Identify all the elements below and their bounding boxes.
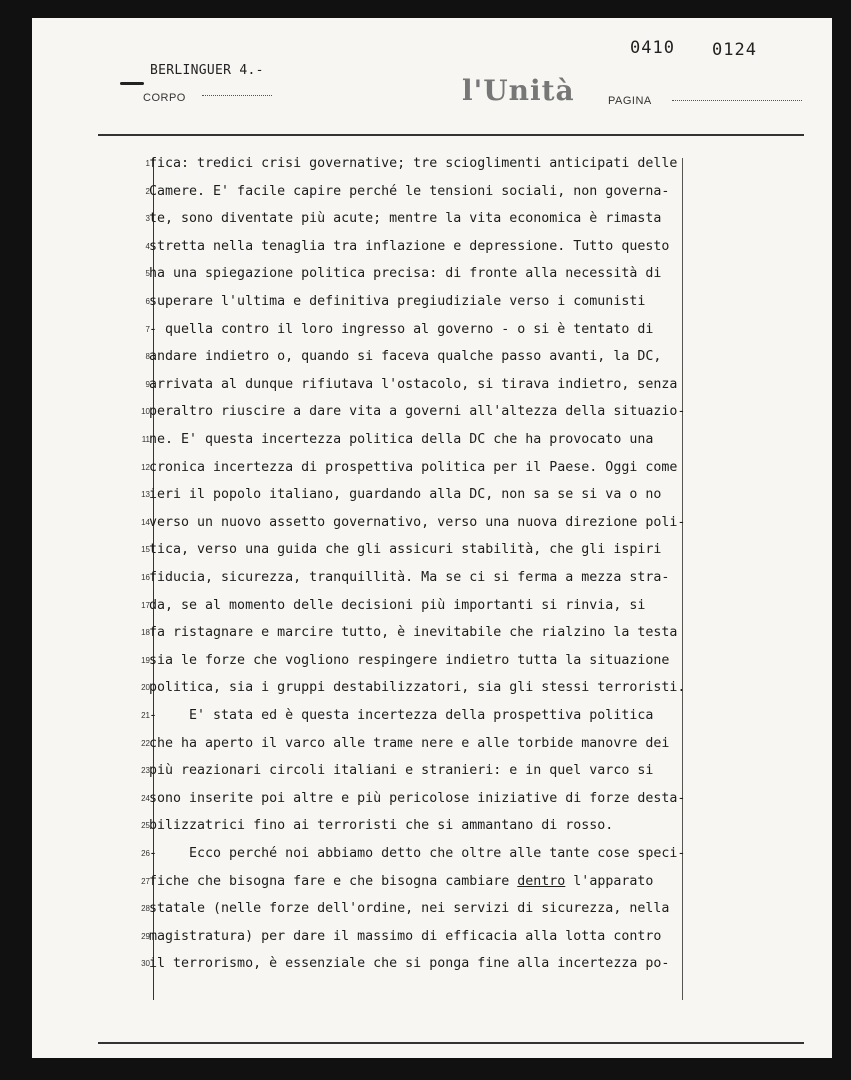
line-number: 24 bbox=[141, 793, 150, 803]
line-number: 13 bbox=[141, 490, 150, 500]
line-number: 6 bbox=[145, 297, 150, 306]
text-line bbox=[32, 156, 832, 176]
text-line bbox=[32, 929, 832, 949]
text-line bbox=[32, 211, 832, 231]
text-line bbox=[32, 680, 832, 700]
text-line bbox=[32, 515, 832, 535]
line-number: 12 bbox=[141, 462, 150, 472]
text-line bbox=[32, 818, 832, 838]
line-number: 8 bbox=[145, 352, 150, 362]
sheet-page-number: 0124 bbox=[712, 40, 757, 60]
line-text: te, sono diventate più acute; mentre la vita economica è rimasta bbox=[149, 211, 662, 227]
document-number: 0410 bbox=[630, 38, 675, 58]
line-text: ieri il popolo italiano, guardando alla DC, non sa se si va o no bbox=[149, 487, 662, 503]
line-number: 7 bbox=[145, 324, 150, 334]
line-text: arrivata al dunque rifiutava l'ostacolo, si tirava indietro, senza bbox=[149, 376, 678, 392]
line-number: 30 bbox=[141, 959, 150, 969]
text-line bbox=[32, 460, 832, 480]
line-number: 29 bbox=[141, 931, 150, 941]
text-line bbox=[32, 625, 832, 645]
line-text: - Ecco perché noi abbiamo detto che oltre alle tante cose speci- bbox=[149, 846, 686, 861]
text-line bbox=[32, 708, 832, 728]
text-line bbox=[32, 294, 832, 314]
underlined-word: dentro bbox=[517, 873, 566, 889]
line-text: peraltro riuscire a dare vita a governi all'altezza della situazio- bbox=[149, 404, 686, 420]
line-text: superare l'ultima e definitiva pregiudiziale verso i comunisti bbox=[149, 294, 646, 309]
text-line bbox=[32, 322, 832, 342]
text-line bbox=[32, 349, 832, 369]
line-number: 14 bbox=[141, 517, 150, 527]
text-line bbox=[32, 542, 832, 562]
document-page bbox=[32, 18, 832, 1058]
line-text: il terrorismo, è essenziale che si ponga fine alla incertezza po- bbox=[149, 956, 670, 972]
line-text: bilizzatrici fino ai terroristi che si ammantano di rosso. bbox=[149, 818, 614, 834]
line-number: 16 bbox=[141, 573, 150, 582]
line-text: verso un nuovo assetto governativo, verso una nuova direzione poli- bbox=[149, 514, 686, 530]
corpo-label: CORPO bbox=[143, 92, 186, 104]
top-rule bbox=[98, 134, 804, 136]
text-line bbox=[32, 432, 832, 452]
line-number: 17 bbox=[141, 600, 150, 610]
text-line bbox=[32, 570, 832, 590]
line-text-segment: fiche che bisogna fare e che bisogna cambiare bbox=[149, 873, 518, 889]
line-text: Camere. E' facile capire perché le tensioni sociali, non governa- bbox=[149, 183, 670, 199]
line-number: 11 bbox=[141, 435, 150, 444]
newspaper-masthead: l'Unità bbox=[462, 74, 575, 107]
text-line bbox=[32, 487, 832, 507]
line-text: fiducia, sicurezza, tranquillità. Ma se ci si ferma a mezza stra- bbox=[149, 570, 670, 585]
line-text: sono inserite poi altre e più pericolose iniziative di forze desta- bbox=[149, 790, 686, 806]
line-number: 22 bbox=[141, 738, 150, 748]
text-line bbox=[32, 763, 832, 783]
line-number: 21 bbox=[141, 711, 150, 720]
line-number: 9 bbox=[145, 379, 150, 389]
text-line bbox=[32, 736, 832, 756]
text-line bbox=[32, 184, 832, 204]
line-text: stretta nella tenaglia tra inflazione e depressione. Tutto questo bbox=[149, 238, 670, 254]
line-number: 5 bbox=[145, 269, 150, 279]
line-text: magistratura) per dare il massimo di efficacia alla lotta contro bbox=[149, 928, 662, 944]
line-number: 20 bbox=[141, 683, 150, 693]
line-number: 26 bbox=[141, 849, 150, 858]
line-number: 3 bbox=[145, 214, 150, 224]
line-number: 4 bbox=[145, 241, 150, 251]
line-text: più reazionari circoli italiani e stranieri: e in quel varco si bbox=[149, 763, 654, 779]
line-text: tica, verso una guida che gli assicuri stabilità, che gli ispiri bbox=[149, 542, 662, 558]
text-line bbox=[32, 901, 832, 921]
line-number: 10 bbox=[141, 407, 150, 417]
line-text: ne. E' questa incertezza politica della DC che ha provocato una bbox=[149, 432, 654, 447]
line-number: 2 bbox=[145, 186, 150, 196]
text-line bbox=[32, 791, 832, 811]
text-line bbox=[32, 266, 832, 286]
line-number: 1 bbox=[145, 159, 150, 168]
line-text: andare indietro o, quando si faceva qualche passo avanti, la DC, bbox=[149, 349, 662, 365]
text-line bbox=[32, 846, 832, 866]
line-number: 27 bbox=[141, 876, 150, 886]
line-text: sia le forze che vogliono respingere indietro tutta la situazione bbox=[149, 652, 670, 668]
text-line bbox=[32, 598, 832, 618]
author-header: BERLINGUER 4.- bbox=[150, 63, 264, 78]
line-number: 19 bbox=[141, 655, 150, 665]
line-text: fica: tredici crisi governative; tre scioglimenti anticipati delle bbox=[149, 156, 678, 171]
line-text: ha una spiegazione politica precisa: di fronte alla necessità di bbox=[149, 266, 662, 282]
pagina-label: PAGINA bbox=[608, 95, 652, 107]
text-line bbox=[32, 404, 832, 424]
text-line bbox=[32, 874, 832, 894]
line-text-segment: l'apparato bbox=[565, 873, 654, 889]
line-number: 15 bbox=[141, 545, 150, 555]
text-line bbox=[32, 239, 832, 259]
text-line bbox=[32, 956, 832, 976]
line-text bbox=[149, 874, 653, 889]
line-number: 23 bbox=[141, 766, 150, 776]
line-text: cronica incertezza di prospettiva politica per il Paese. Oggi come bbox=[149, 459, 678, 475]
line-text: - E' stata ed è questa incertezza della prospettiva politica bbox=[149, 708, 654, 723]
line-number: 28 bbox=[141, 904, 150, 914]
line-number: 18 bbox=[141, 628, 150, 638]
handwritten-dash-mark bbox=[120, 82, 144, 85]
bottom-rule bbox=[98, 1042, 804, 1044]
line-text: - quella contro il loro ingresso al governo - o si è tentato di bbox=[149, 321, 654, 337]
line-text: fa ristagnare e marcire tutto, è inevitabile che rialzino la testa bbox=[149, 625, 678, 641]
line-number: 25 bbox=[141, 821, 150, 831]
line-text: che ha aperto il varco alle trame nere e alle torbide manovre dei bbox=[149, 735, 670, 751]
line-text: da, se al momento delle decisioni più importanti si rinvia, si bbox=[149, 597, 646, 613]
corpo-dotted-line bbox=[202, 95, 272, 96]
line-text: statale (nelle forze dell'ordine, nei servizi di sicurezza, nella bbox=[149, 901, 670, 917]
line-text: politica, sia i gruppi destabilizzatori, sia gli stessi terroristi. bbox=[149, 680, 686, 696]
pagina-dotted-line bbox=[672, 100, 802, 101]
text-line bbox=[32, 653, 832, 673]
text-line bbox=[32, 377, 832, 397]
